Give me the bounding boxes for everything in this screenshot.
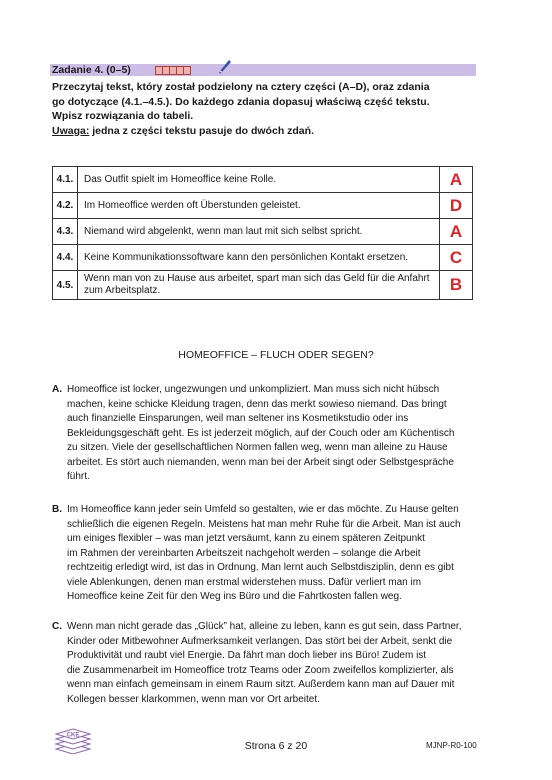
sentence-line: zum Arbeitsplatz. (84, 285, 161, 296)
table-row (53, 219, 473, 245)
paragraph-b (52, 503, 482, 605)
paragraph-letter: A. (52, 384, 62, 395)
item-sentence (78, 271, 440, 300)
note-line (52, 124, 492, 139)
item-number: 4.3. (53, 219, 78, 245)
note-text: jedna z części tekstu pasuje do dwóch zdań. (89, 124, 314, 137)
item-number: 4.4. (53, 245, 78, 271)
instruction-line: go dotyczące (4.1.–4.5.). Do każdego zdania dopasuj właściwą część tekstu. (52, 95, 430, 108)
answer-cell[interactable]: C (440, 245, 473, 271)
text-line: die Zusammenarbeit im Homeoffice trotz Teams oder Zoom zweifellos komplizierter, als (67, 664, 454, 676)
table-row (53, 245, 473, 271)
item-number: 4.5. (53, 271, 78, 300)
instruction-line: Przeczytaj tekst, który został podzielony na cztery części (A–D), oraz zdania (52, 81, 430, 93)
page-number: Strona 6 z 20 (244, 740, 308, 752)
text-line: Kinder oder Mitbewohner Aufmerksamkeit verlangen. Das stört bei der Arbeit, senkt die (67, 635, 453, 647)
text-line: Bekleidungsgeschäft geht. Es ist jederzeit möglich, auf der Couch oder am Küchentisch (67, 427, 455, 439)
item-number: 4.2. (53, 193, 78, 219)
text-line: Kollegen besser klarkommen, wenn man vor Ort arbeitet. (67, 693, 320, 705)
text-line: Wenn man nicht gerade das „Glück” hat, alleine zu leben, kann es gut sein, dass Partner, (67, 621, 462, 632)
note-label: Uwaga: (52, 124, 90, 137)
text-line: zu sitzen. Viele der gesellschaftlichen Normen fallen weg, wenn man alleine zu Hause (67, 442, 448, 453)
item-number: 4.1. (53, 167, 78, 193)
text-line: Produktivität und raubt viel Energie. Da fährt man doch lieber ins Büro! Zudem ist (67, 650, 427, 661)
paragraph-a (52, 383, 482, 485)
text-line: machen, keine schicke Kleidung tragen, denn das merkt sowieso niemand. Das bringt (67, 398, 447, 410)
text-line: rechtzeitig erledigt wird, ist das in Ordnung. Man lernt auch Selbstdisziplin, denn es gibt (67, 562, 454, 573)
table-row (53, 193, 473, 219)
text-line: arbeitet. Es stört auch niemanden, wenn man bei der Arbeit singt oder Selbstgespräche (67, 456, 454, 468)
exam-code: MJNP-R0-100 (426, 741, 477, 750)
answer-cell[interactable]: A (440, 167, 473, 193)
text-line: um einiges flexibler – was man jetzt versäumt, kann zu einem späteren Zeitpunkt (67, 533, 425, 544)
task-title: Zadanie 4. (0–5) (52, 64, 131, 76)
answer-cell[interactable]: A (440, 219, 473, 245)
task-header (50, 64, 476, 76)
answer-cell[interactable]: D (440, 193, 473, 219)
pen-icon (218, 59, 232, 75)
score-boxes (155, 66, 191, 75)
text-line: führt. (67, 471, 90, 482)
task-instructions (52, 80, 492, 138)
item-sentence: Keine Kommunikationssoftware kann den persönlichen Kontakt ersetzen. (78, 245, 440, 271)
text-line: auch finanzielle Einsparungen, weil man seltener ins Kosmetikstudio oder ins (67, 413, 409, 424)
text-line: schließlich die eigenen Regeln. Meistens hat man mehr Ruhe für die Arbeit. Man ist auch (67, 518, 461, 530)
table-row (53, 167, 473, 193)
svg-text:CKE: CKE (66, 732, 80, 739)
paragraph-letter: C. (52, 621, 62, 632)
answer-table (52, 166, 473, 300)
paragraph-c (52, 620, 482, 707)
paragraph-letter: B. (52, 504, 62, 515)
instruction-line: Wpisz rozwiązania do tabeli. (52, 110, 194, 122)
item-sentence: Im Homeoffice werden oft Überstunden geleistet. (78, 193, 440, 219)
text-line: viele Ablenkungen, denen man erstmal widerstehen muss. Dafür verliert man im (67, 576, 422, 588)
text-title: HOMEOFFICE – FLUCH ODER SEGEN? (178, 349, 374, 361)
text-line: wenn man einfach gemeinsam in einem Raum sitzt. Außerdem kann man auf Dauer mit (67, 679, 455, 690)
sentence-line: Wenn man von zu Hause aus arbeitet, spart man sich das Geld für die Anfahrt (84, 273, 430, 284)
text-line: Homeoffice keine Zeit für den Weg ins Büro und die Fahrtkosten fallen weg. (67, 591, 402, 602)
text-line: Homeoffice ist locker, ungezwungen und unkompliziert. Man muss sich nicht hübsch (67, 384, 440, 395)
text-line: Im Homeoffice kann jeder sein Umfeld so gestalten, wie er das möchte. Zu Hause gelten (67, 504, 459, 515)
table-row (53, 271, 473, 300)
item-sentence: Niemand wird abgelenkt, wenn man laut mit sich selbst spricht. (78, 219, 440, 245)
text-line: im Rahmen der vereinbarten Arbeitszeit nachgeholt werden – solange die Arbeit (67, 547, 421, 559)
item-sentence: Das Outfit spielt im Homeoffice keine Rolle. (78, 167, 440, 193)
answer-cell[interactable]: B (440, 271, 473, 300)
